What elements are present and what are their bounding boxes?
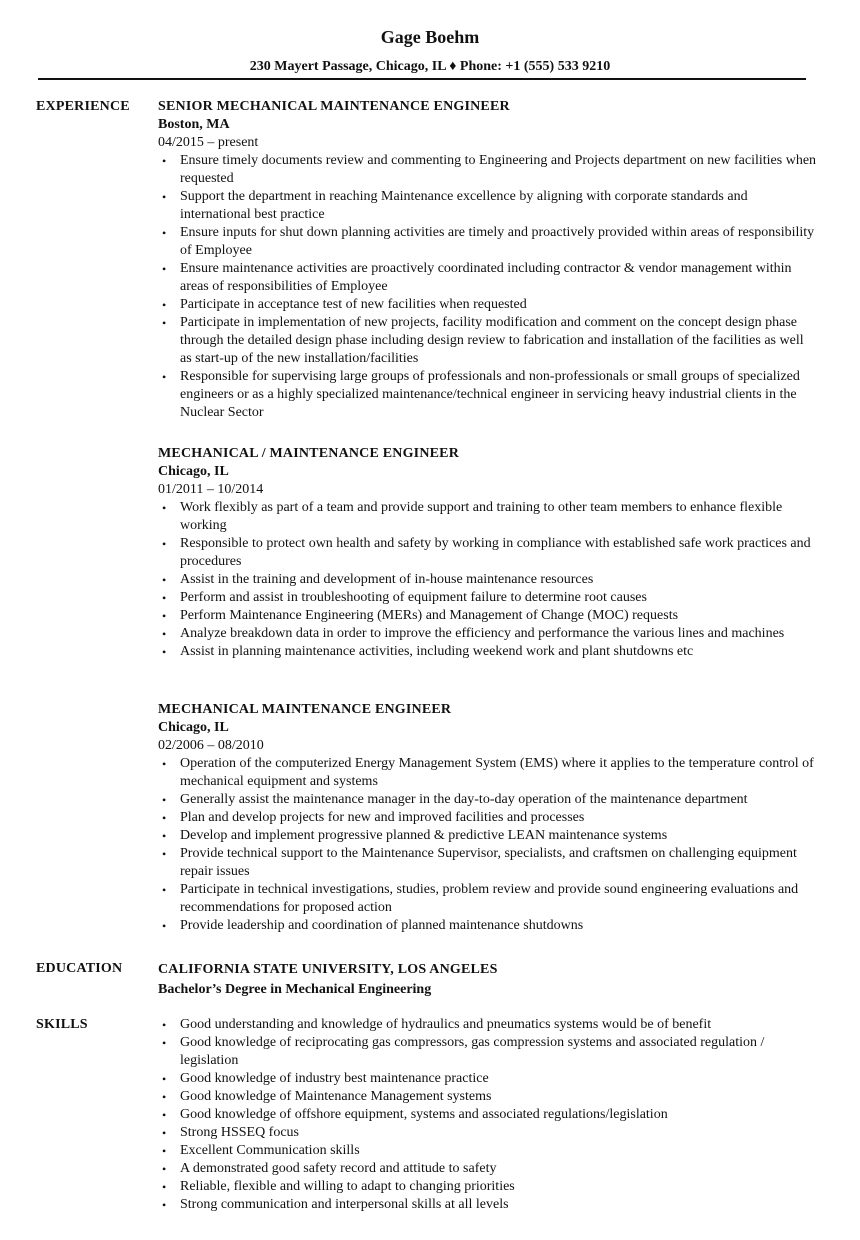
bullet-icon: • xyxy=(162,1144,167,1158)
list-item xyxy=(158,1124,818,1142)
job-bullets xyxy=(158,755,818,935)
job-bullets xyxy=(158,499,818,661)
list-item xyxy=(158,499,818,535)
skill-text: A demonstrated good safety record and attitude to safety xyxy=(180,1161,497,1176)
list-item xyxy=(158,1088,818,1106)
job-dates: 02/2006 – 08/2010 xyxy=(158,738,264,753)
header-divider xyxy=(38,78,806,80)
list-item xyxy=(158,917,818,935)
contact-line: 230 Mayert Passage, Chicago, IL ♦ Phone: +1 (555) 533 9210 xyxy=(249,59,611,74)
list-item xyxy=(158,607,818,625)
experience-section-label: EXPERIENCE xyxy=(36,99,130,114)
bullet-icon: • xyxy=(162,1162,167,1176)
job-bullets xyxy=(158,152,818,422)
list-item xyxy=(158,535,818,571)
bullet-icon: • xyxy=(162,262,167,276)
list-item xyxy=(158,625,818,643)
bullet-text: Responsible to protect own health and safety by working in compliance with established safe work practices and procedures xyxy=(180,536,811,569)
bullet-icon: • xyxy=(162,591,167,605)
job-location: Chicago, IL xyxy=(158,464,229,479)
skill-text: Reliable, flexible and willing to adapt to changing priorities xyxy=(180,1179,515,1194)
bullet-icon: • xyxy=(162,1108,167,1122)
list-item xyxy=(158,1106,818,1124)
bullet-text: Assist in planning maintenance activities, including weekend work and plant shutdowns etc xyxy=(180,644,694,659)
bullet-icon: • xyxy=(162,1090,167,1104)
job-2 xyxy=(158,445,818,661)
bullet-icon: • xyxy=(162,1072,167,1086)
bullet-icon: • xyxy=(162,154,167,168)
bullet-icon: • xyxy=(162,883,167,897)
skill-text: Good knowledge of Maintenance Management systems xyxy=(180,1089,492,1104)
bullet-text: Plan and develop projects for new and improved facilities and processes xyxy=(180,810,585,825)
list-item xyxy=(158,791,818,809)
job-title: SENIOR MECHANICAL MAINTENANCE ENGINEER xyxy=(158,99,510,114)
list-item xyxy=(158,809,818,827)
skills-list xyxy=(158,1016,818,1214)
candidate-name: Gage Boehm xyxy=(380,27,480,47)
bullet-text: Provide technical support to the Maintenance Supervisor, specialists, and craftsmen on challenging equipment repair issues xyxy=(180,846,797,879)
list-item xyxy=(158,1016,818,1034)
job-title: MECHANICAL MAINTENANCE ENGINEER xyxy=(158,702,452,717)
bullet-icon: • xyxy=(162,370,167,384)
bullet-text: Perform Maintenance Engineering (MERs) and Management of Change (MOC) requests xyxy=(180,608,679,623)
bullet-text: Participate in implementation of new projects, facility modification and comment on the concept design phase through the detailed design phase including design review to fabrication and installation of the facilities as well as start-up of the new installation/facilities xyxy=(180,315,804,366)
education-block xyxy=(158,960,818,1000)
list-item xyxy=(158,296,818,314)
list-item xyxy=(158,188,818,224)
bullet-text: Participate in technical investigations, studies, problem review and provide sound engineering evaluations and recommendations for proposed action xyxy=(180,882,799,915)
list-item xyxy=(158,589,818,607)
bullet-icon: • xyxy=(162,226,167,240)
list-item xyxy=(158,845,818,881)
bullet-icon: • xyxy=(162,757,167,771)
bullet-text: Perform and assist in troubleshooting of equipment failure to determine root causes xyxy=(180,590,647,605)
skill-text: Good understanding and knowledge of hydraulics and pneumatics systems would be of benefit xyxy=(180,1017,712,1032)
bullet-icon: • xyxy=(162,847,167,861)
skill-text: Strong communication and interpersonal skills at all levels xyxy=(180,1197,509,1212)
list-item xyxy=(158,1034,818,1070)
list-item xyxy=(158,827,818,845)
bullet-icon: • xyxy=(162,573,167,587)
bullet-text: Operation of the computerized Energy Management System (EMS) where it applies to the temperature control of mechanical equipment and systems xyxy=(180,756,814,789)
skill-text: Excellent Communication skills xyxy=(180,1143,360,1158)
bullet-text: Ensure inputs for shut down planning activities are timely and proactively provided within areas of responsibility of Employee xyxy=(180,225,815,258)
list-item xyxy=(158,1142,818,1160)
list-item xyxy=(158,571,818,589)
bullet-text: Generally assist the maintenance manager in the day-to-day operation of the maintenance department xyxy=(180,792,748,807)
bullet-icon: • xyxy=(162,1018,167,1032)
bullet-icon: • xyxy=(162,501,167,515)
bullet-icon: • xyxy=(162,1036,167,1050)
job-dates: 04/2015 – present xyxy=(158,135,259,150)
job-location: Chicago, IL xyxy=(158,720,229,735)
skills-block xyxy=(158,1016,818,1214)
school-name: CALIFORNIA STATE UNIVERSITY, LOS ANGELES xyxy=(158,962,498,977)
job-title: MECHANICAL / MAINTENANCE ENGINEER xyxy=(158,446,460,461)
bullet-icon: • xyxy=(162,1180,167,1194)
list-item xyxy=(158,368,818,422)
job-location: Boston, MA xyxy=(158,117,230,132)
bullet-icon: • xyxy=(162,537,167,551)
skill-text: Good knowledge of industry best maintenance practice xyxy=(180,1071,489,1086)
bullet-text: Support the department in reaching Maintenance excellence by aligning with corporate standards and international best practice xyxy=(180,189,748,222)
job-dates: 01/2011 – 10/2014 xyxy=(158,482,264,497)
job-1 xyxy=(158,98,818,422)
skills-section-label: SKILLS xyxy=(36,1017,88,1032)
skill-text: Good knowledge of offshore equipment, systems and associated regulations/legislation xyxy=(180,1107,668,1122)
bullet-icon: • xyxy=(162,829,167,843)
bullet-text: Ensure timely documents review and commenting to Engineering and Projects department on new facilities when requested xyxy=(180,153,817,186)
education-section-label: EDUCATION xyxy=(36,961,123,976)
skill-text: Good knowledge of reciprocating gas compressors, gas compression systems and associated regulation / legislation xyxy=(180,1035,765,1068)
list-item xyxy=(158,224,818,260)
list-item xyxy=(158,1178,818,1196)
bullet-text: Provide leadership and coordination of planned maintenance shutdowns xyxy=(180,918,584,933)
bullet-icon: • xyxy=(162,645,167,659)
bullet-text: Assist in the training and development of in-house maintenance resources xyxy=(180,572,594,587)
bullet-text: Work flexibly as part of a team and provide support and training to other team members to enhance flexible working xyxy=(180,500,783,533)
bullet-icon: • xyxy=(162,919,167,933)
bullet-text: Develop and implement progressive planned & predictive LEAN maintenance systems xyxy=(180,828,668,843)
list-item xyxy=(158,1160,818,1178)
bullet-icon: • xyxy=(162,316,167,330)
skill-text: Strong HSSEQ focus xyxy=(180,1125,300,1140)
list-item xyxy=(158,1196,818,1214)
bullet-text: Analyze breakdown data in order to improve the efficiency and performance the various lines and machines xyxy=(180,626,785,641)
bullet-icon: • xyxy=(162,190,167,204)
bullet-icon: • xyxy=(162,1126,167,1140)
bullet-icon: • xyxy=(162,627,167,641)
bullet-icon: • xyxy=(162,811,167,825)
list-item xyxy=(158,755,818,791)
bullet-icon: • xyxy=(162,793,167,807)
degree-name: Bachelor’s Degree in Mechanical Engineering xyxy=(158,982,432,997)
bullet-text: Ensure maintenance activities are proactively coordinated including contractor & vendor management within areas of responsibilities of Employee xyxy=(180,261,792,294)
list-item xyxy=(158,314,818,368)
job-3 xyxy=(158,701,818,935)
bullet-text: Participate in acceptance test of new facilities when requested xyxy=(180,297,527,312)
list-item xyxy=(158,643,818,661)
bullet-text: Responsible for supervising large groups of professionals and non-professionals or small groups of specialized engineers or as a highly specialized maintenance/technical engineer in servicing heavy industrial clients in the Nuclear Sector xyxy=(180,369,800,420)
bullet-icon: • xyxy=(162,609,167,623)
list-item xyxy=(158,260,818,296)
bullet-icon: • xyxy=(162,1198,167,1212)
bullet-icon: • xyxy=(162,298,167,312)
list-item xyxy=(158,152,818,188)
list-item xyxy=(158,1070,818,1088)
list-item xyxy=(158,881,818,917)
